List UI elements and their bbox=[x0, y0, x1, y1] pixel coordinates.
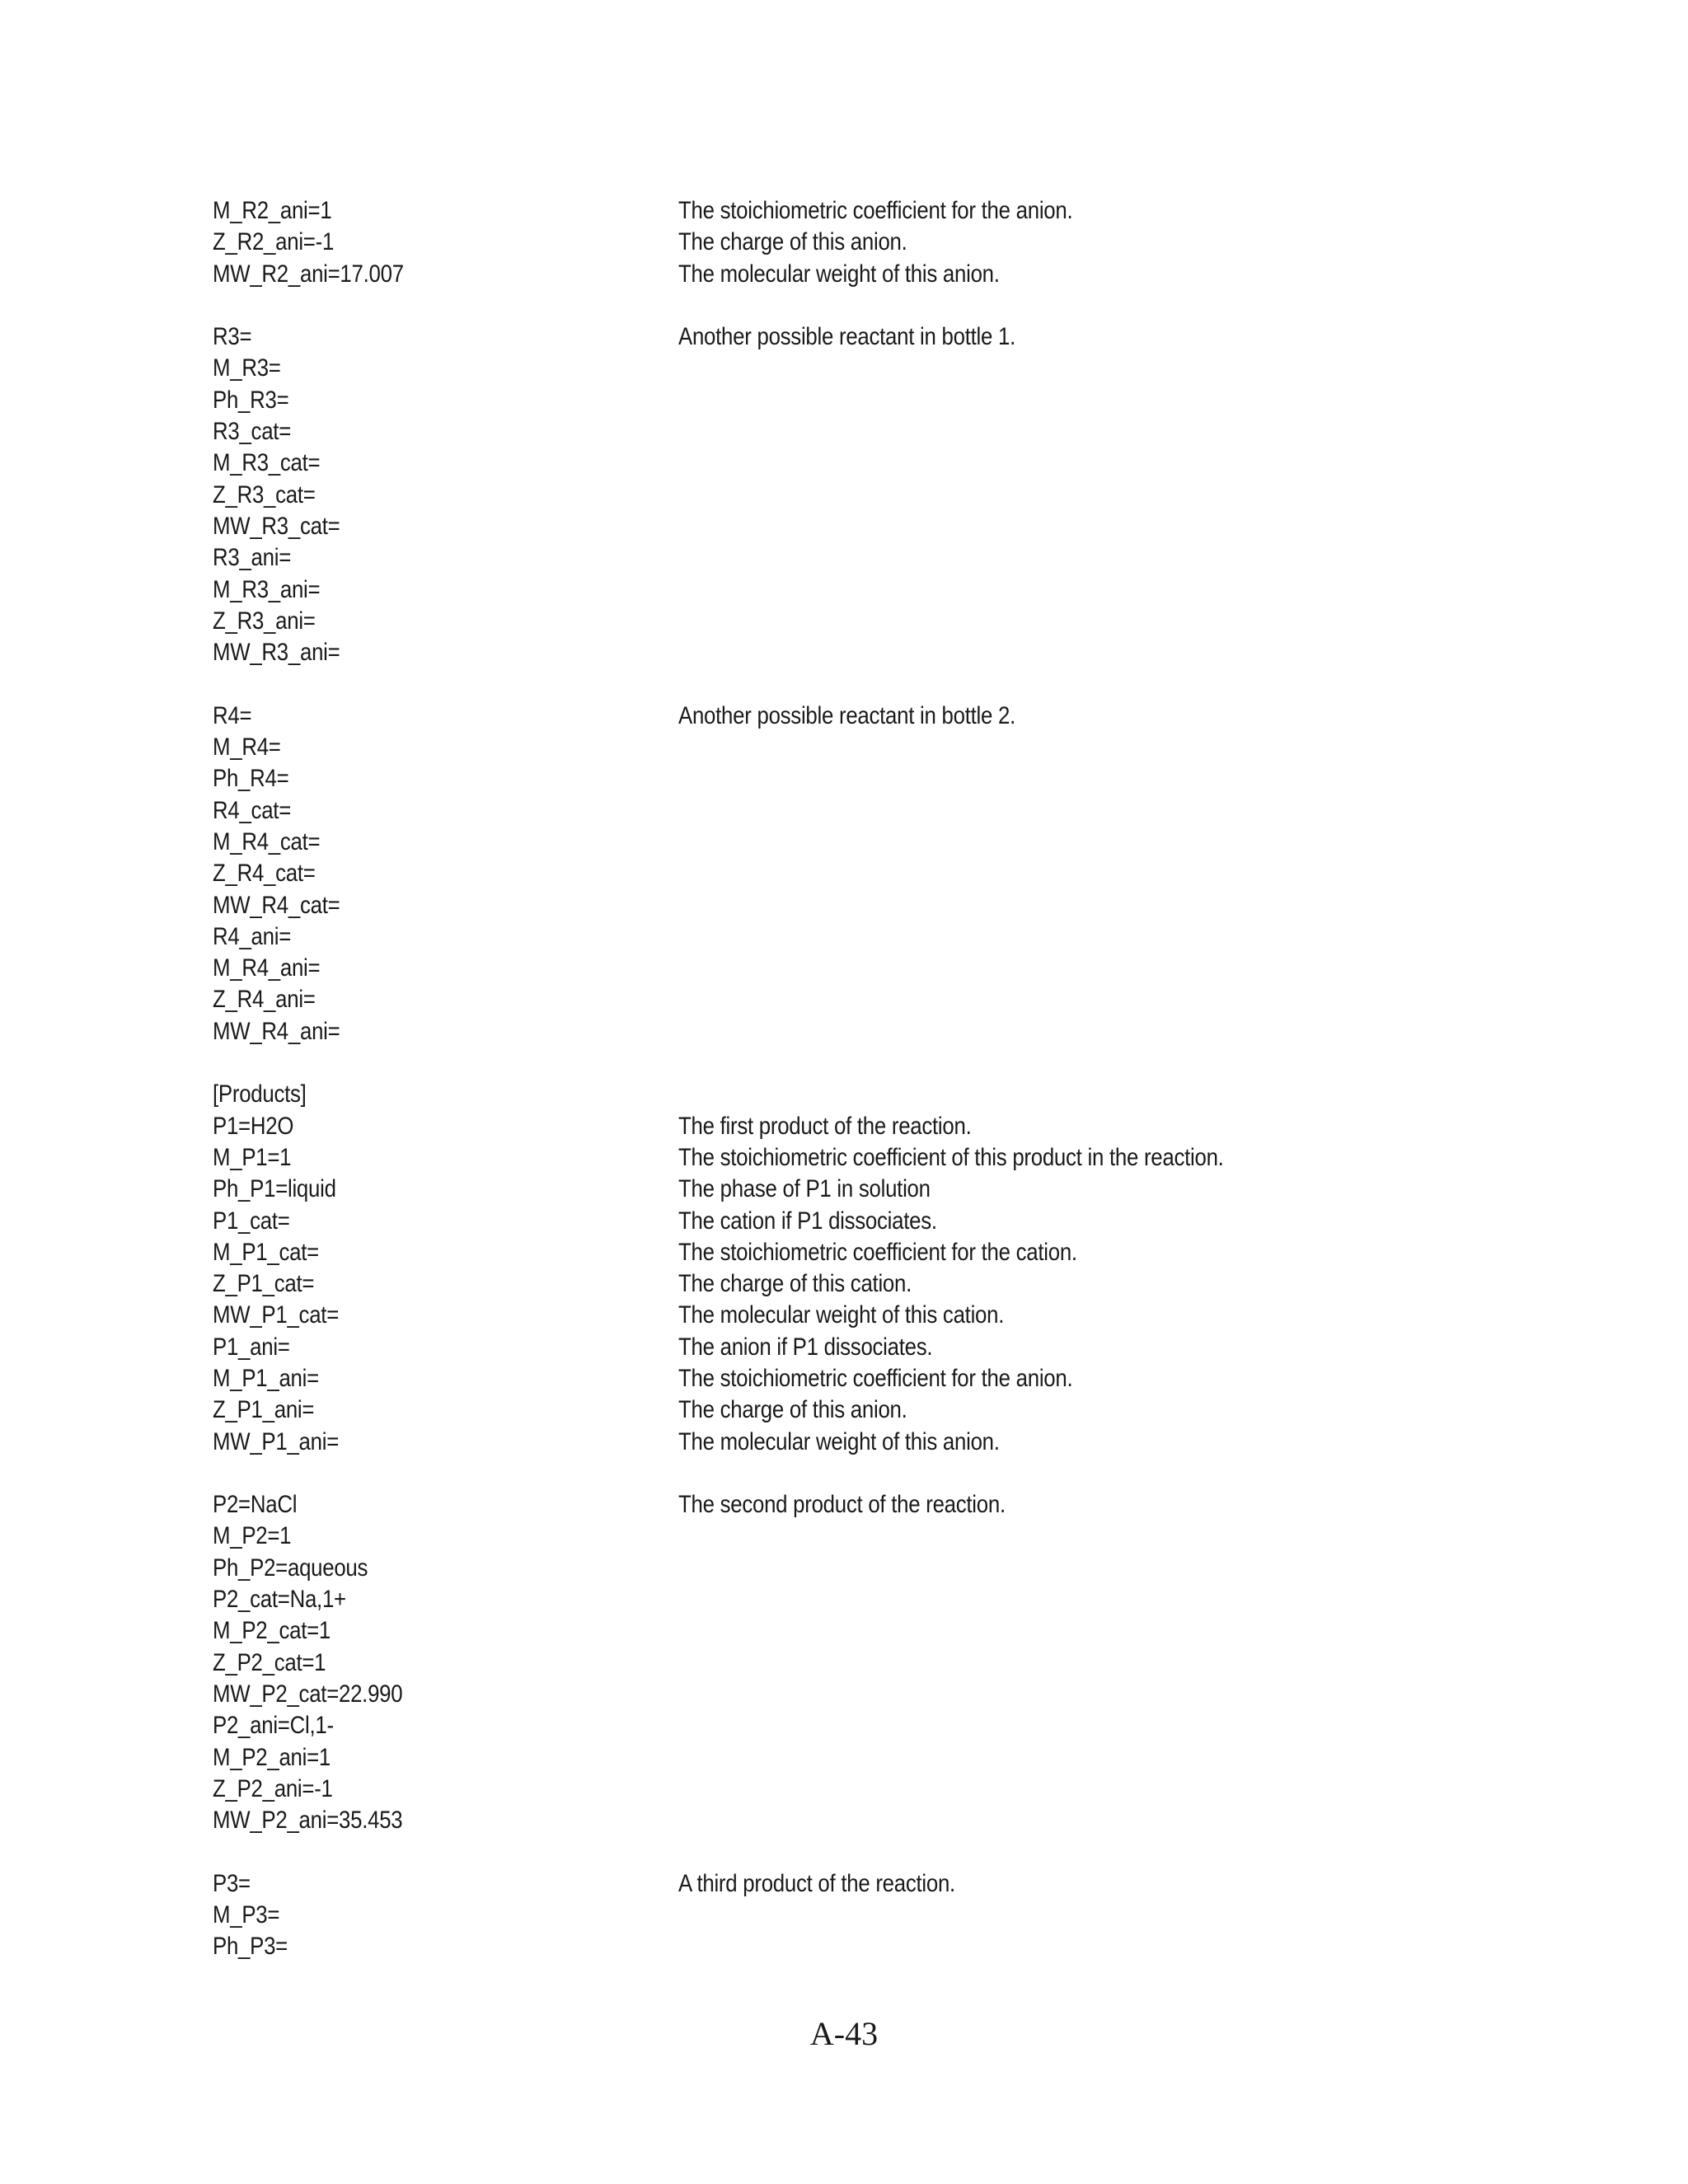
parameter-description bbox=[678, 890, 1347, 921]
parameter-line bbox=[213, 1553, 1347, 1584]
parameter-key: M_R2_ani=1 bbox=[213, 197, 332, 224]
parameter-description: The charge of this cation. bbox=[678, 1270, 912, 1298]
blank-line bbox=[213, 668, 1347, 700]
parameter-description bbox=[678, 1647, 1347, 1679]
parameter-description bbox=[678, 1710, 1347, 1741]
parameter-description bbox=[678, 953, 1347, 984]
parameter-key: MW_R4_ani= bbox=[213, 1017, 340, 1045]
parameter-description: The molecular weight of this anion. bbox=[678, 260, 1000, 288]
parameter-line bbox=[213, 1300, 1347, 1331]
parameter-description bbox=[678, 1016, 1347, 1047]
parameter-description: The stoichiometric coefficient of this product in the reaction. bbox=[678, 1143, 1224, 1171]
blank-line bbox=[213, 290, 1347, 321]
parameter-line bbox=[213, 195, 1347, 227]
parameter-line bbox=[213, 1742, 1347, 1774]
parameter-key: Z_R4_ani= bbox=[213, 986, 316, 1014]
parameter-description: The stoichiometric coefficient for the cation. bbox=[678, 1238, 1077, 1266]
parameter-description: The cation if P1 dissociates. bbox=[678, 1207, 937, 1235]
parameter-description bbox=[678, 385, 1347, 416]
parameter-description bbox=[678, 1458, 1347, 1489]
parameter-line bbox=[213, 1268, 1347, 1300]
parameter-description bbox=[678, 1900, 1347, 1931]
parameter-line bbox=[213, 511, 1347, 542]
parameter-description bbox=[678, 480, 1347, 511]
parameter-description bbox=[678, 448, 1347, 479]
parameter-line bbox=[213, 353, 1347, 384]
parameter-key: MW_R4_cat= bbox=[213, 891, 340, 919]
parameter-key: R3= bbox=[213, 323, 252, 351]
parameter-line bbox=[213, 1142, 1347, 1174]
parameter-key: M_R4_ani= bbox=[213, 954, 321, 982]
parameter-description bbox=[678, 574, 1347, 606]
parameter-key: MW_P1_cat= bbox=[213, 1301, 340, 1329]
parameter-description: The molecular weight of this cation. bbox=[678, 1301, 1005, 1329]
parameter-line bbox=[213, 385, 1347, 416]
parameter-key: Z_P2_cat=1 bbox=[213, 1648, 326, 1676]
parameter-key: R4= bbox=[213, 701, 252, 729]
parameter-key bbox=[213, 1836, 678, 1868]
parameter-description bbox=[678, 1553, 1347, 1584]
parameter-description bbox=[678, 353, 1347, 384]
parameter-description bbox=[678, 763, 1347, 794]
parameter-key bbox=[213, 290, 678, 321]
parameter-line bbox=[213, 448, 1347, 479]
parameter-key: R4_ani= bbox=[213, 922, 292, 950]
parameter-line bbox=[213, 1900, 1347, 1931]
parameter-description bbox=[678, 1679, 1347, 1710]
parameter-line bbox=[213, 480, 1347, 511]
parameter-description bbox=[678, 858, 1347, 889]
parameter-description bbox=[678, 1615, 1347, 1647]
parameter-description bbox=[678, 1521, 1347, 1552]
parameter-key: M_P1_cat= bbox=[213, 1238, 319, 1266]
parameter-key: P2_cat=Na,1+ bbox=[213, 1586, 346, 1614]
parameter-key: R4_cat= bbox=[213, 796, 292, 824]
parameter-line bbox=[213, 227, 1347, 258]
parameter-description bbox=[678, 1079, 1347, 1110]
parameter-line bbox=[213, 1427, 1347, 1458]
parameter-line bbox=[213, 637, 1347, 668]
parameter-key bbox=[213, 1047, 678, 1079]
parameter-line bbox=[213, 1584, 1347, 1615]
parameter-description: The stoichiometric coefficient for the anion. bbox=[678, 1364, 1073, 1392]
parameter-line bbox=[213, 1206, 1347, 1237]
parameter-key: M_R3_ani= bbox=[213, 575, 321, 603]
parameter-key: MW_P2_ani=35.453 bbox=[213, 1807, 403, 1835]
parameter-key: M_R3_cat= bbox=[213, 449, 321, 477]
parameter-line bbox=[213, 1647, 1347, 1679]
parameter-key: P2_ani=Cl,1- bbox=[213, 1712, 334, 1740]
parameter-key: P1=H2O bbox=[213, 1112, 294, 1140]
parameter-key: M_P2_ani=1 bbox=[213, 1743, 331, 1771]
parameter-line bbox=[213, 953, 1347, 984]
parameter-description bbox=[678, 795, 1347, 827]
parameter-key: M_R4_cat= bbox=[213, 827, 321, 855]
parameter-description: The phase of P1 in solution bbox=[678, 1175, 931, 1203]
parameter-description bbox=[678, 1742, 1347, 1774]
parameter-key: Ph_R3= bbox=[213, 386, 289, 414]
parameter-line bbox=[213, 1868, 1347, 1900]
parameter-line bbox=[213, 732, 1347, 763]
parameter-line bbox=[213, 1521, 1347, 1552]
parameter-description bbox=[678, 542, 1347, 574]
parameter-key: MW_P2_cat=22.990 bbox=[213, 1680, 403, 1708]
parameter-key: Z_R4_cat= bbox=[213, 860, 316, 888]
parameter-description bbox=[678, 606, 1347, 637]
parameter-description: The charge of this anion. bbox=[678, 1396, 907, 1424]
parameter-key: P2=NaCl bbox=[213, 1491, 298, 1519]
parameter-description: The stoichiometric coefficient for the anion. bbox=[678, 197, 1073, 224]
parameter-line bbox=[213, 858, 1347, 889]
parameter-line bbox=[213, 984, 1347, 1015]
parameter-description: Another possible reactant in bottle 2. bbox=[678, 701, 1016, 729]
parameter-line bbox=[213, 1710, 1347, 1741]
parameter-description bbox=[678, 1931, 1347, 1962]
parameter-description bbox=[678, 1047, 1347, 1079]
parameter-line bbox=[213, 890, 1347, 921]
parameter-description bbox=[678, 290, 1347, 321]
parameter-line bbox=[213, 1805, 1347, 1836]
parameter-line bbox=[213, 1111, 1347, 1142]
parameter-line bbox=[213, 1237, 1347, 1268]
parameter-key: M_R4= bbox=[213, 733, 281, 762]
parameter-key: Z_P1_ani= bbox=[213, 1396, 315, 1424]
parameter-key: Z_R3_cat= bbox=[213, 480, 316, 509]
parameter-line bbox=[213, 701, 1347, 732]
parameter-key bbox=[213, 668, 678, 700]
blank-line bbox=[213, 1458, 1347, 1489]
parameter-line bbox=[213, 763, 1347, 794]
parameter-line bbox=[213, 1174, 1347, 1205]
parameter-description bbox=[678, 1805, 1347, 1836]
parameter-key: R3_cat= bbox=[213, 418, 292, 446]
parameter-line bbox=[213, 574, 1347, 606]
parameter-description bbox=[678, 416, 1347, 448]
parameter-line bbox=[213, 259, 1347, 290]
parameter-description bbox=[678, 921, 1347, 953]
parameter-key: MW_R3_cat= bbox=[213, 512, 340, 540]
parameter-description: The charge of this anion. bbox=[678, 228, 907, 256]
parameter-line bbox=[213, 795, 1347, 827]
parameter-key: Ph_P3= bbox=[213, 1933, 288, 1961]
parameter-description bbox=[678, 827, 1347, 858]
parameter-line bbox=[213, 827, 1347, 858]
parameter-description: The second product of the reaction. bbox=[678, 1491, 1006, 1519]
parameter-line bbox=[213, 1332, 1347, 1363]
page-number: A-43 bbox=[809, 2015, 879, 2052]
parameter-key: [Products] bbox=[213, 1080, 307, 1108]
parameter-description bbox=[678, 637, 1347, 668]
parameter-description bbox=[678, 984, 1347, 1015]
parameter-key: MW_R2_ani=17.007 bbox=[213, 260, 404, 288]
parameter-key: M_P1_ani= bbox=[213, 1364, 319, 1392]
parameter-line bbox=[213, 1394, 1347, 1426]
parameter-key: R3_ani= bbox=[213, 544, 292, 572]
parameter-description bbox=[678, 1836, 1347, 1868]
parameter-key: Z_P2_ani=-1 bbox=[213, 1774, 333, 1802]
parameter-line bbox=[213, 321, 1347, 353]
parameter-description bbox=[678, 1774, 1347, 1805]
parameter-description bbox=[678, 732, 1347, 763]
parameter-line bbox=[213, 416, 1347, 448]
parameter-key bbox=[213, 1458, 678, 1489]
parameter-line bbox=[213, 1615, 1347, 1647]
parameter-key: Ph_R4= bbox=[213, 765, 289, 793]
parameter-key: Ph_P2=aqueous bbox=[213, 1554, 368, 1582]
parameter-key: P1_ani= bbox=[213, 1333, 290, 1361]
parameter-key: M_P1=1 bbox=[213, 1143, 292, 1171]
parameter-key: Ph_P1=liquid bbox=[213, 1175, 336, 1203]
parameter-description: The first product of the reaction. bbox=[678, 1112, 972, 1140]
parameter-line bbox=[213, 1774, 1347, 1805]
parameter-line bbox=[213, 542, 1347, 574]
parameter-key: P3= bbox=[213, 1869, 251, 1897]
parameter-description: A third product of the reaction. bbox=[678, 1869, 955, 1897]
parameter-key: M_P3= bbox=[213, 1901, 280, 1929]
parameter-key: M_P2_cat=1 bbox=[213, 1617, 331, 1645]
parameter-line bbox=[213, 1016, 1347, 1047]
parameter-line bbox=[213, 1489, 1347, 1521]
parameter-description: Another possible reactant in bottle 1. bbox=[678, 323, 1016, 351]
parameter-key: P1_cat= bbox=[213, 1207, 290, 1235]
parameter-description bbox=[678, 511, 1347, 542]
parameter-key: Z_P1_cat= bbox=[213, 1270, 315, 1298]
blank-line bbox=[213, 1836, 1347, 1868]
parameter-description: The anion if P1 dissociates. bbox=[678, 1333, 933, 1361]
parameter-description bbox=[678, 1584, 1347, 1615]
parameter-key: M_P2=1 bbox=[213, 1522, 292, 1550]
parameter-line bbox=[213, 606, 1347, 637]
parameter-key: Z_R2_ani=-1 bbox=[213, 228, 335, 256]
parameter-line bbox=[213, 921, 1347, 953]
parameter-listing bbox=[213, 195, 1347, 1963]
parameter-line bbox=[213, 1679, 1347, 1710]
parameter-description: The molecular weight of this anion. bbox=[678, 1427, 1000, 1455]
parameter-key: MW_R3_ani= bbox=[213, 639, 340, 667]
parameter-line bbox=[213, 1931, 1347, 1962]
parameter-key: Z_R3_ani= bbox=[213, 607, 316, 635]
parameter-line bbox=[213, 1079, 1347, 1110]
parameter-line bbox=[213, 1363, 1347, 1394]
parameter-description bbox=[678, 668, 1347, 700]
parameter-key: M_R3= bbox=[213, 354, 281, 382]
blank-line bbox=[213, 1047, 1347, 1079]
parameter-key: MW_P1_ani= bbox=[213, 1427, 340, 1455]
